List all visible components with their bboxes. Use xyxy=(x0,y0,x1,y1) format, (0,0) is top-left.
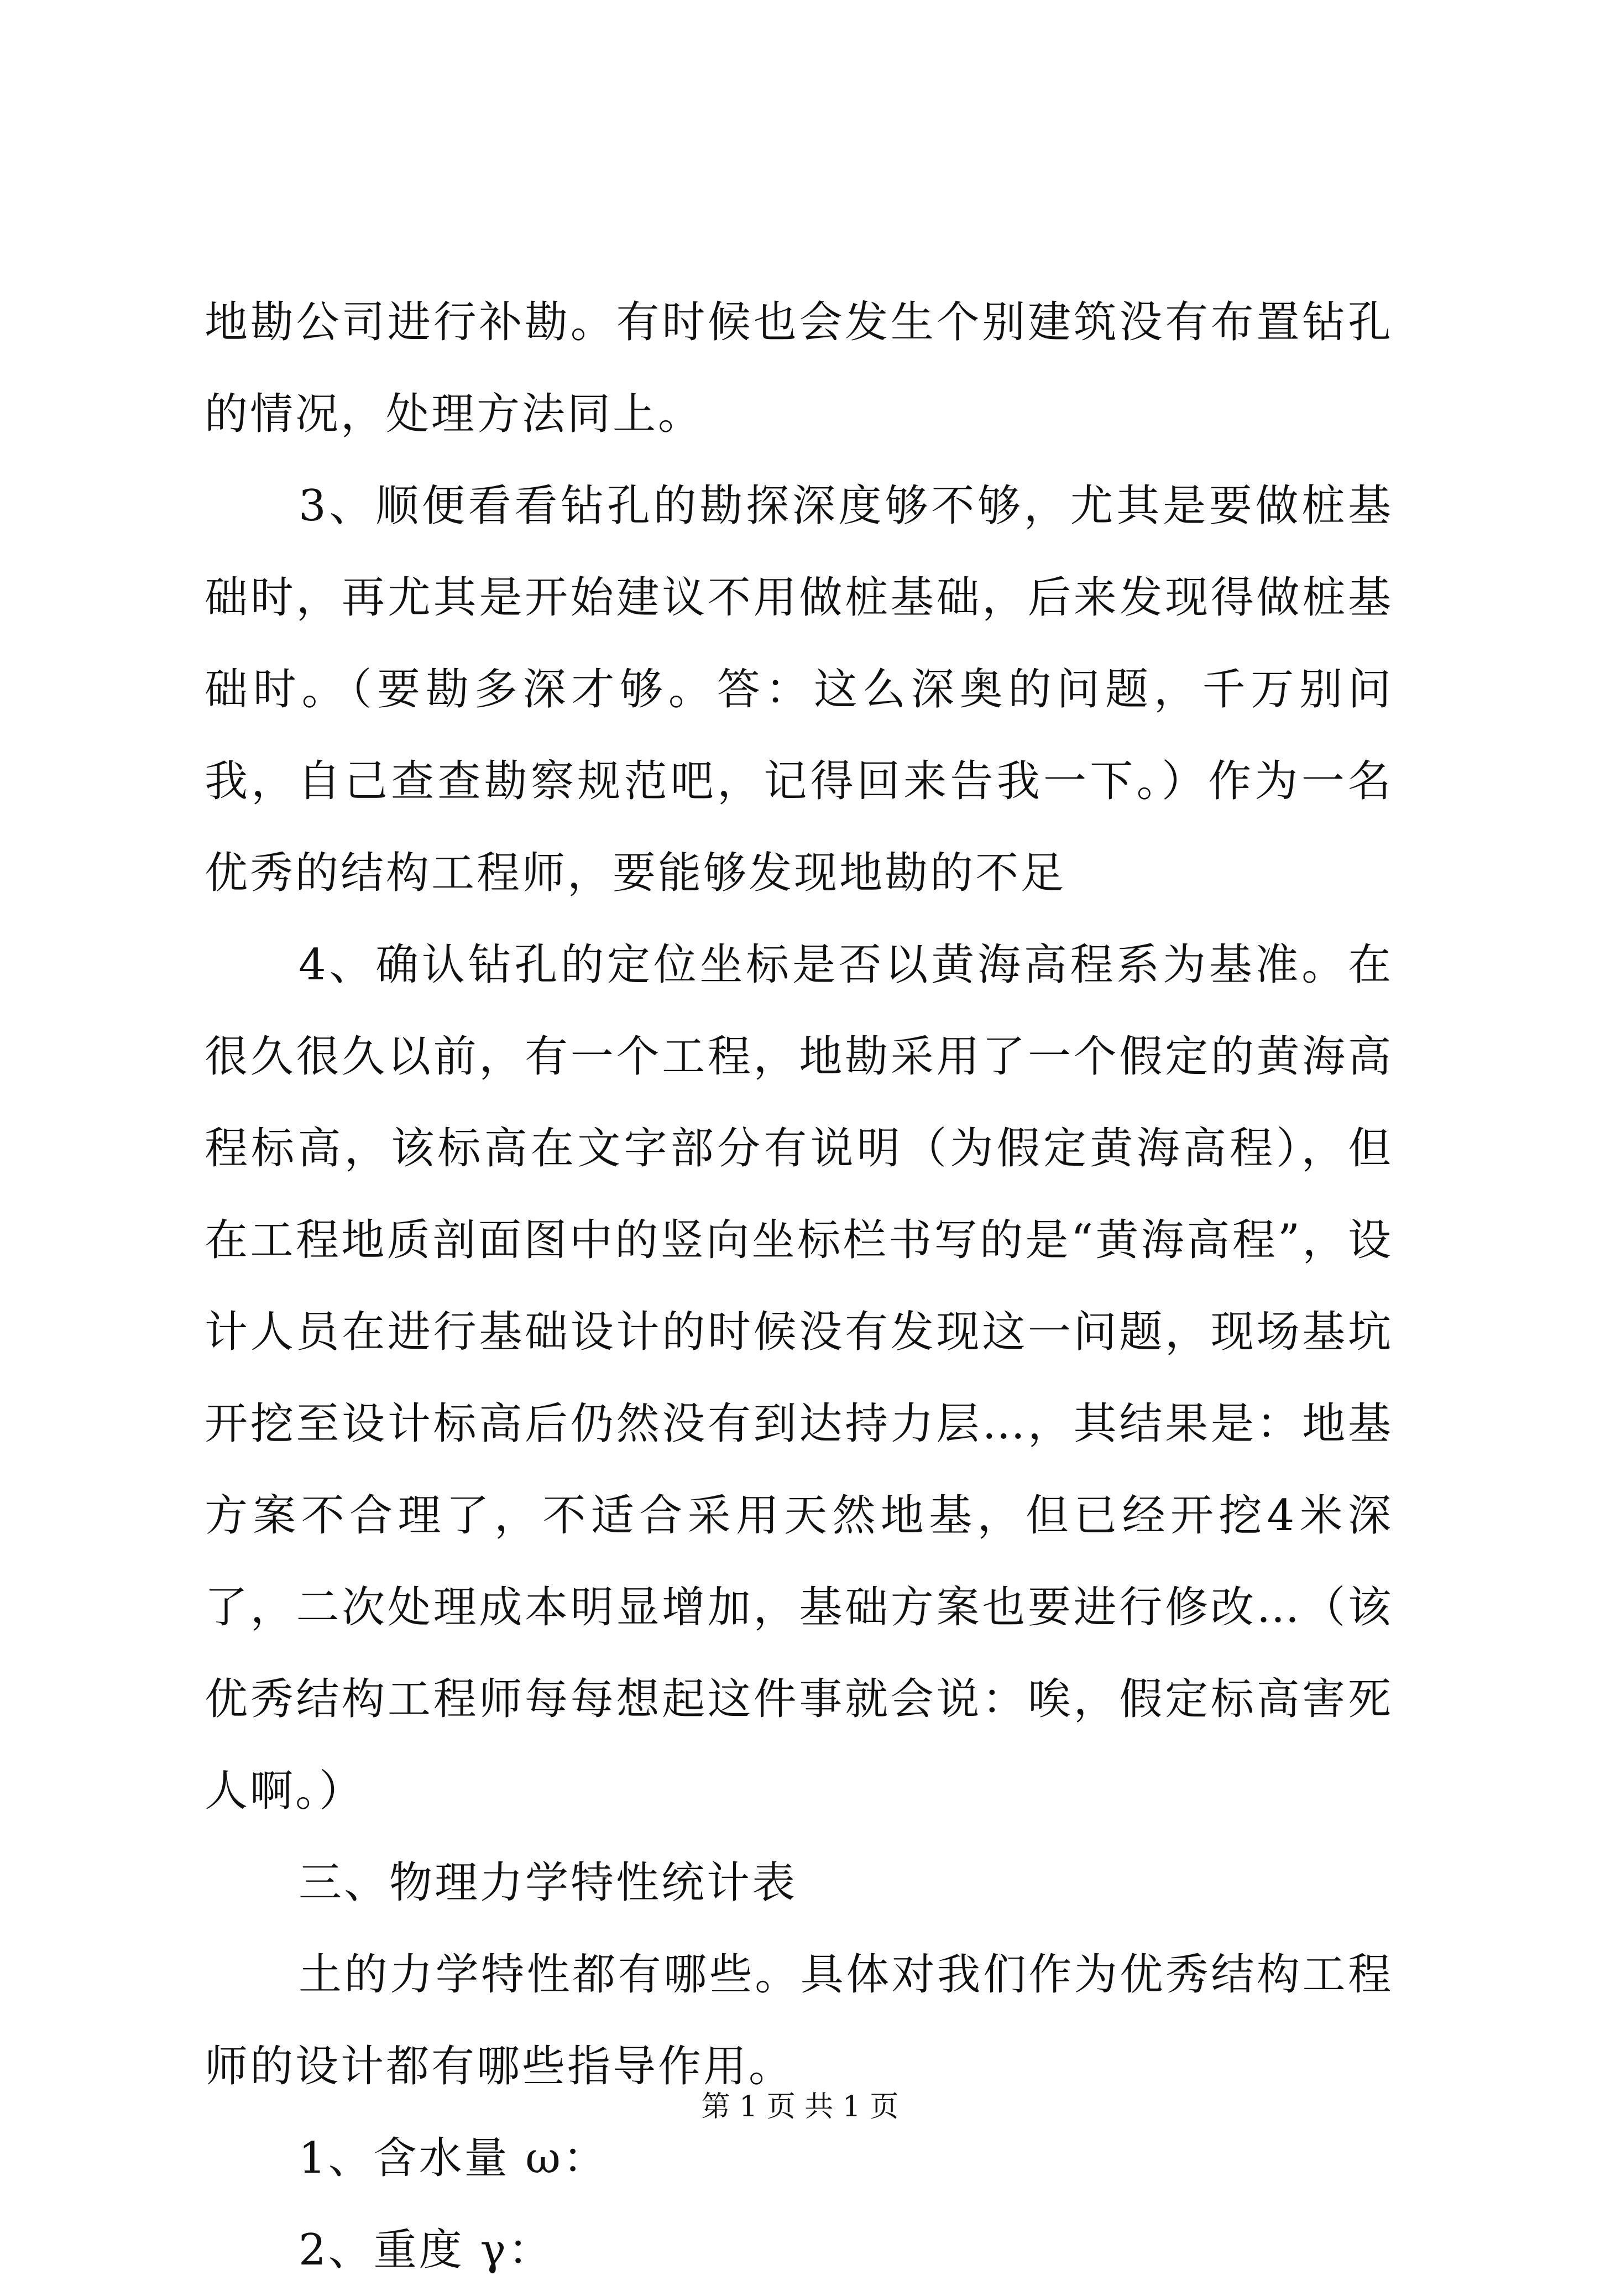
paragraph-item-3: 3、顺便看看钻孔的勘探深度够不够，尤其是要做桩基础时，再尤其是开始建议不用做桩基础，后来发现得做桩基础时。（要勘多深才够。答：这么深奥的问题，千万别问我，自己查查勘察规范吧，记得回来告我一下。）作为一名优秀的结构工程师，要能够发现地勘的不足 xyxy=(205,481,1393,898)
section-heading: 三、物理力学特性统计表 xyxy=(299,1858,798,1908)
page-footer: 第 1 页 共 1 页 xyxy=(701,2090,899,2123)
paragraph-continuation: 地勘公司进行补勘。有时候也会发生个别建筑没有布置钻孔的情况，处理方法同上。 xyxy=(205,298,1393,439)
paragraph-item-4: 4、确认钻孔的定位坐标是否以黄海高程系为基准。在很久很久以前，有一个工程，地勘采用了一个假定的黄海高程标高，该标高在文字部分有说明（为假定黄海高程），但在工程地质剖面图中的竖向坐标栏书写的是“黄海高程”，设计人员在进行基础设计的时候没有发现这一问题，现场基坑开挖至设计标高后仍然没有到达持力层…，其结果是：地基方案不合理了，不适合采用天然地基，但已经开挖4米深了，二次处理成本明显增加，基础方案也要进行修改…（该优秀结构工程师每每想起这件事就会说：唉，假定标高害死人啊。） xyxy=(205,940,1393,1816)
paragraph-intro: 土的力学特性都有哪些。具体对我们作为优秀结构工程师的设计都有哪些指导作用。 xyxy=(205,1950,1393,2091)
document-body xyxy=(205,276,1393,2296)
list-item-water-content: 1、含水量 ω： xyxy=(299,2133,609,2183)
list-item-unit-weight: 2、重度 γ： xyxy=(299,2225,554,2275)
